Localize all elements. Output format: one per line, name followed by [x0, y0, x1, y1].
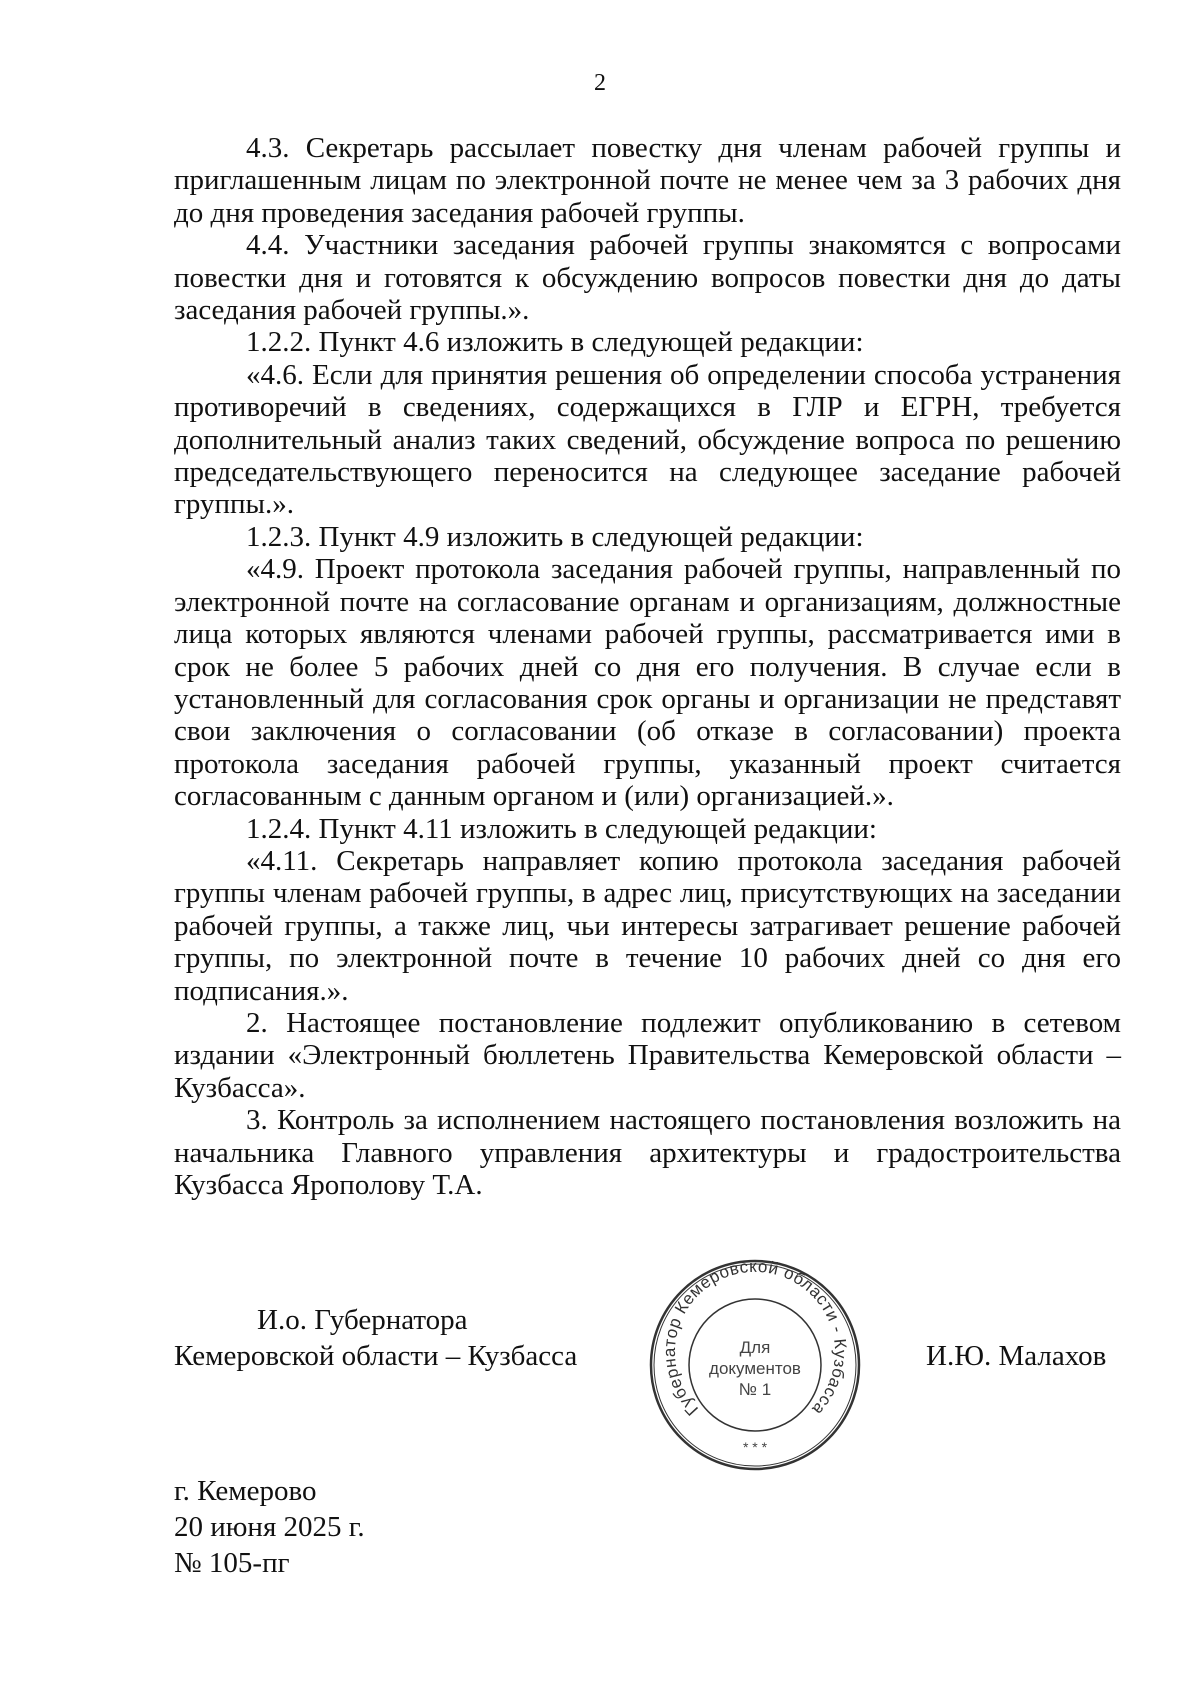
seal-center-line1: Для: [739, 1338, 771, 1357]
paragraph-3: 3. Контроль за исполнением настоящего постановления возложить на начальника Главного управления архитектуры и градостроительства Кузбасса Ярополову Т.А.: [174, 1104, 1121, 1201]
paragraph-4-3: 4.3. Секретарь рассылает повестку дня членам рабочей группы и приглашенным лицам по электронной почте не менее чем за 3 рабочих дня до дня проведения заседания рабочей группы.: [174, 132, 1121, 229]
paragraph-4-6: «4.6. Если для принятия решения об определении способа устранения противоречий в сведениях, содержащихся в ГЛР и ЕГРН, требуется дополнительный анализ таких сведений, обсуждение вопроса по решению председательствующего переносится на следующее заседание рабочей группы.».: [174, 358, 1121, 521]
seal-ring-text: Губернатор Кемеровской области - Кузбасса: [659, 1256, 851, 1420]
signatory-title: [174, 1302, 594, 1374]
seal-center-line2: документов: [709, 1359, 801, 1378]
paragraph-1-2-2: 1.2.2. Пункт 4.6 изложить в следующей редакции:: [246, 326, 864, 359]
signatory-name: И.Ю. Малахов: [926, 1340, 1107, 1372]
document-number: № 105-пг: [174, 1547, 290, 1579]
seal-stars: * * *: [742, 1439, 768, 1455]
paragraph-1-2-4: 1.2.4. Пункт 4.11 изложить в следующей редакции:: [246, 812, 877, 845]
paragraph-2: 2. Настоящее постановление подлежит опубликованию в сетевом издании «Электронный бюллетень Правительства Кемеровской области – Кузбасса».: [174, 1006, 1121, 1104]
page-number: 2: [594, 70, 606, 96]
seal-center-line3: № 1: [738, 1380, 772, 1399]
issue-date: 20 июня 2025 г.: [174, 1511, 365, 1543]
paragraph-4-4: 4.4. Участники заседания рабочей группы знакомятся с вопросами повестки дня и готовятся к обсуждению вопросов повестки дня до даты заседания рабочей группы.».: [174, 229, 1121, 327]
issue-city: г. Кемерово: [174, 1475, 317, 1507]
official-seal: [647, 1255, 863, 1475]
signatory-title-line1: И.о. Губернатора: [257, 1304, 468, 1336]
paragraph-1-2-3: 1.2.3. Пункт 4.9 изложить в следующей редакции:: [246, 520, 864, 553]
document-footer: [174, 1473, 365, 1581]
signatory-title-line2: Кемеровской области – Кузбасса: [174, 1340, 578, 1372]
document-body: [174, 132, 1121, 1201]
paragraph-4-11: «4.11. Секретарь направляет копию протокола заседания рабочей группы членам рабочей группы, в адрес лиц, присутствующих на заседании рабочей группы, а также лиц, чьи интересы затрагивает решение рабочей группы, по электронной почте в течение 10 рабочих дней со дня его подписания.».: [174, 844, 1121, 1007]
paragraph-4-9: «4.9. Проект протокола заседания рабочей группы, направленный по электронной почте на согласование органам и организациям, должностные лица которых являются членами рабочей группы, рассматривается ими в срок не более 5 рабочих дней со дня его получения. В случае если в установленный для согласования срок органы и организации не представят свои заключения о согласовании (об отказе в согласовании) проекта протокола заседания рабочей группы, указанный проект считается согласованным с данным органом и (или) организацией.».: [174, 553, 1121, 813]
